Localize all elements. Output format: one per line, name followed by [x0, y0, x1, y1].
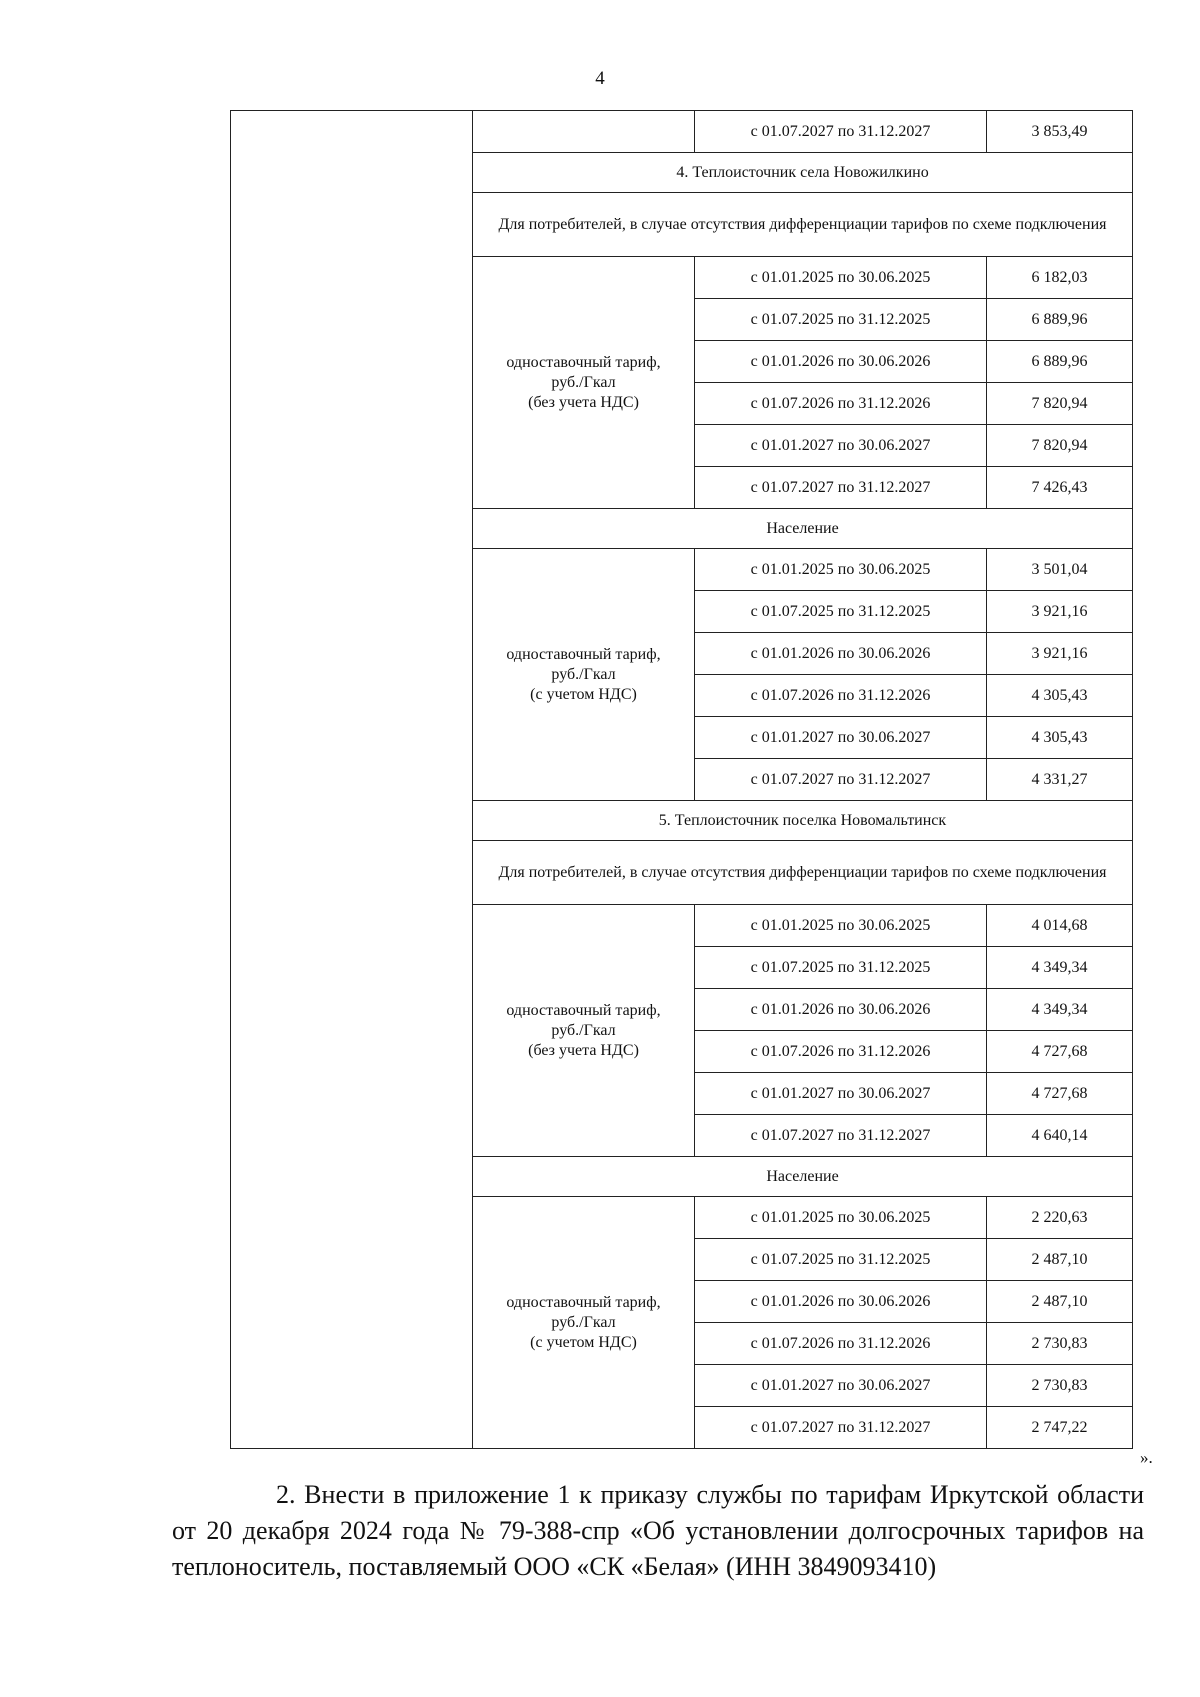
- period-cell: с 01.07.2025 по 31.12.2025: [695, 299, 987, 341]
- period-cell: с 01.01.2025 по 30.06.2025: [695, 549, 987, 591]
- value-cell: 2 730,83: [987, 1323, 1133, 1365]
- period-cell: с 01.01.2027 по 30.06.2027: [695, 1073, 987, 1115]
- unit-line: (с учетом НДС): [530, 685, 637, 703]
- value-cell: 3 501,04: [987, 549, 1133, 591]
- group-heading: Население: [473, 509, 1133, 549]
- period-cell: с 01.01.2025 по 30.06.2025: [695, 1197, 987, 1239]
- value-cell: 3 853,49: [987, 111, 1133, 153]
- period-cell: с 01.07.2027 по 31.12.2027: [695, 111, 987, 153]
- value-cell: 4 727,68: [987, 1031, 1133, 1073]
- value-cell: 7 820,94: [987, 383, 1133, 425]
- value-cell: 4 014,68: [987, 905, 1133, 947]
- period-cell: с 01.01.2027 по 30.06.2027: [695, 1365, 987, 1407]
- value-cell: 2 487,10: [987, 1239, 1133, 1281]
- value-cell: 4 305,43: [987, 717, 1133, 759]
- left-empty-column: [231, 111, 473, 1449]
- period-cell: с 01.07.2027 по 31.12.2027: [695, 1407, 987, 1449]
- period-cell: с 01.07.2027 по 31.12.2027: [695, 467, 987, 509]
- value-cell: 3 921,16: [987, 591, 1133, 633]
- period-cell: с 01.01.2025 по 30.06.2025: [695, 257, 987, 299]
- value-cell: 4 727,68: [987, 1073, 1133, 1115]
- table-row: [231, 111, 1133, 153]
- value-cell: 7 820,94: [987, 425, 1133, 467]
- unit-line: (с учетом НДС): [530, 1333, 637, 1351]
- value-cell: 4 640,14: [987, 1115, 1133, 1157]
- period-cell: с 01.07.2026 по 31.12.2026: [695, 675, 987, 717]
- period-cell: с 01.07.2027 по 31.12.2027: [695, 1115, 987, 1157]
- value-cell: 7 426,43: [987, 467, 1133, 509]
- period-cell: с 01.01.2025 по 30.06.2025: [695, 905, 987, 947]
- section-title: 4. Теплоисточник села Новожилкино: [473, 153, 1133, 193]
- unit-line: (без учета НДС): [528, 1041, 639, 1059]
- unit-cell-empty: [473, 111, 695, 153]
- unit-line: руб./Гкал: [551, 1313, 616, 1331]
- period-cell: с 01.07.2025 по 31.12.2025: [695, 947, 987, 989]
- value-cell: 2 487,10: [987, 1281, 1133, 1323]
- unit-line: одноставочный тариф,: [506, 1293, 661, 1311]
- unit-line: одноставочный тариф,: [506, 645, 661, 663]
- period-cell: с 01.01.2027 по 30.06.2027: [695, 717, 987, 759]
- tariff-unit-cell: [473, 549, 695, 801]
- tariff-unit-cell: [473, 257, 695, 509]
- tariff-unit-cell: [473, 905, 695, 1157]
- group-heading: Для потребителей, в случае отсутствия дифференциации тарифов по схеме подключения: [473, 841, 1133, 905]
- value-cell: 4 305,43: [987, 675, 1133, 717]
- value-cell: 4 349,34: [987, 989, 1133, 1031]
- section-title: 5. Теплоисточник поселка Новомальтинск: [473, 801, 1133, 841]
- period-cell: с 01.01.2026 по 30.06.2026: [695, 989, 987, 1031]
- body-paragraph: 2. Внести в приложение 1 к приказу службы по тарифам Иркутской области от 20 декабря 2024 года № 79-388-спр «Об установлении долгосрочных тарифов на теплоноситель, поставляемый ООО «СК «Белая» (ИНН 3849093410): [172, 1480, 1144, 1581]
- value-cell: 3 921,16: [987, 633, 1133, 675]
- unit-line: одноставочный тариф,: [506, 353, 661, 371]
- group-heading: Для потребителей, в случае отсутствия дифференциации тарифов по схеме подключения: [473, 193, 1133, 257]
- unit-line: (без учета НДС): [528, 393, 639, 411]
- period-cell: с 01.07.2026 по 31.12.2026: [695, 383, 987, 425]
- value-cell: 2 220,63: [987, 1197, 1133, 1239]
- value-cell: 2 747,22: [987, 1407, 1133, 1449]
- closing-quote: ».: [1140, 1448, 1153, 1467]
- period-cell: с 01.01.2026 по 30.06.2026: [695, 1281, 987, 1323]
- tariff-unit-cell: [473, 1197, 695, 1449]
- value-cell: 4 331,27: [987, 759, 1133, 801]
- period-cell: с 01.01.2027 по 30.06.2027: [695, 425, 987, 467]
- unit-line: руб./Гкал: [551, 1021, 616, 1039]
- period-cell: с 01.07.2026 по 31.12.2026: [695, 1031, 987, 1073]
- unit-line: руб./Гкал: [551, 665, 616, 683]
- value-cell: 6 889,96: [987, 341, 1133, 383]
- unit-line: руб./Гкал: [551, 373, 616, 391]
- value-cell: 6 182,03: [987, 257, 1133, 299]
- period-cell: с 01.01.2026 по 30.06.2026: [695, 633, 987, 675]
- period-cell: с 01.07.2025 по 31.12.2025: [695, 1239, 987, 1281]
- value-cell: 2 730,83: [987, 1365, 1133, 1407]
- period-cell: с 01.07.2025 по 31.12.2025: [695, 591, 987, 633]
- tariff-table: [230, 110, 1133, 1449]
- value-cell: 4 349,34: [987, 947, 1133, 989]
- value-cell: 6 889,96: [987, 299, 1133, 341]
- period-cell: с 01.07.2027 по 31.12.2027: [695, 759, 987, 801]
- group-heading: Население: [473, 1157, 1133, 1197]
- unit-line: одноставочный тариф,: [506, 1001, 661, 1019]
- page-number: 4: [595, 68, 605, 89]
- period-cell: с 01.01.2026 по 30.06.2026: [695, 341, 987, 383]
- period-cell: с 01.07.2026 по 31.12.2026: [695, 1323, 987, 1365]
